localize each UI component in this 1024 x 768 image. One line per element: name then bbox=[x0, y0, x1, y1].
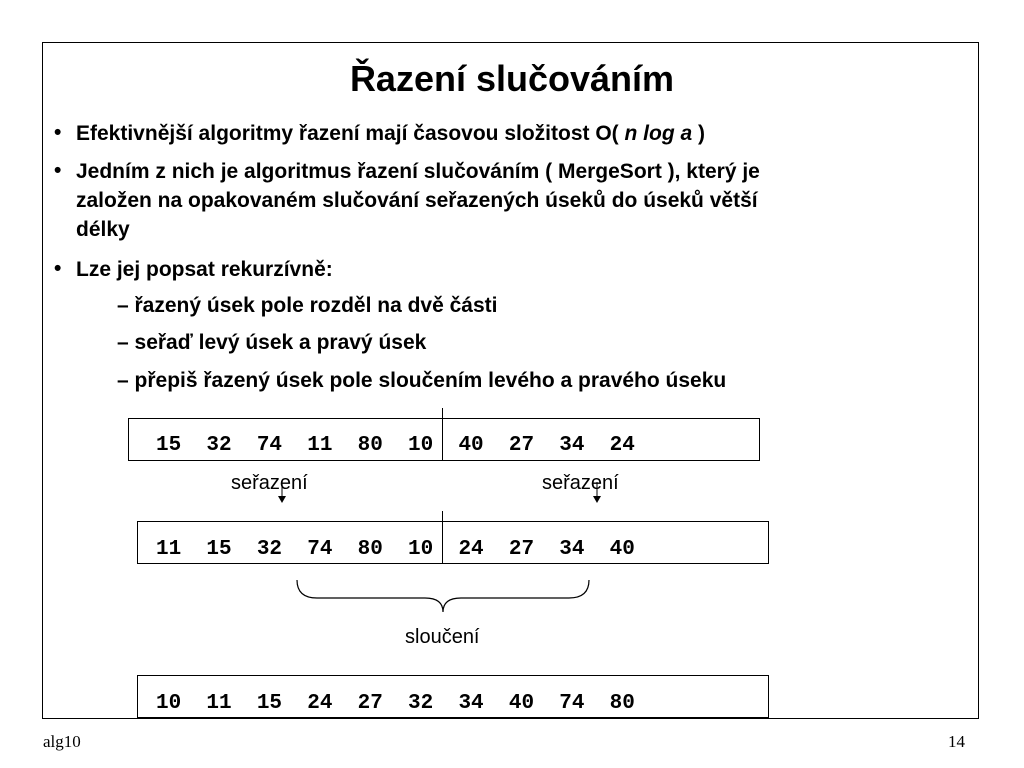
array-row-sorted-halves: 11 15 32 74 80 10 24 27 34 40 bbox=[156, 538, 635, 561]
page-number: 14 bbox=[948, 732, 965, 751]
bullet-1 bbox=[76, 119, 705, 148]
bullet-marker: • bbox=[54, 159, 62, 182]
arrow-down-icon bbox=[276, 482, 288, 504]
bullet-2-line-2: založen na opakovaném slučování seřazených úseků do úseků větší bbox=[76, 189, 758, 212]
merge-label: sloučení bbox=[405, 626, 480, 648]
array-row-unsorted: 15 32 74 11 80 10 40 27 34 24 bbox=[156, 434, 635, 457]
array-row-merged: 10 11 15 24 27 32 34 40 74 80 bbox=[156, 692, 635, 715]
bullet-1-text: Efektivnější algoritmy řazení mají časovou složitost O( bbox=[76, 122, 625, 145]
bullet-2-line-3: délky bbox=[76, 218, 130, 241]
subbullet-3: – přepiš řazený úsek pole sloučením levého a pravého úseku bbox=[117, 369, 727, 392]
bullet-1-complexity: n log a bbox=[624, 122, 693, 145]
sort-label-left: seřazení bbox=[231, 472, 308, 494]
slide-title: Řazení slučováním bbox=[349, 58, 675, 99]
bullet-2-line-1: Jedním z nich je algoritmus řazení slučováním ( MergeSort ), který je bbox=[76, 160, 760, 183]
sort-label-right: seřazení bbox=[542, 472, 619, 494]
footer-course-code: alg10 bbox=[43, 732, 81, 751]
subbullet-1: – řazený úsek pole rozděl na dvě části bbox=[117, 294, 498, 317]
subbullet-2: – seřaď levý úsek a pravý úsek bbox=[117, 331, 427, 354]
bullet-3: Lze jej popsat rekurzívně: bbox=[76, 258, 333, 281]
merge-brace-icon bbox=[295, 576, 595, 616]
bullet-marker: • bbox=[54, 257, 62, 280]
arrow-down-icon bbox=[591, 482, 603, 504]
bullet-marker: • bbox=[54, 121, 62, 144]
bullet-1-close: ) bbox=[692, 122, 705, 145]
